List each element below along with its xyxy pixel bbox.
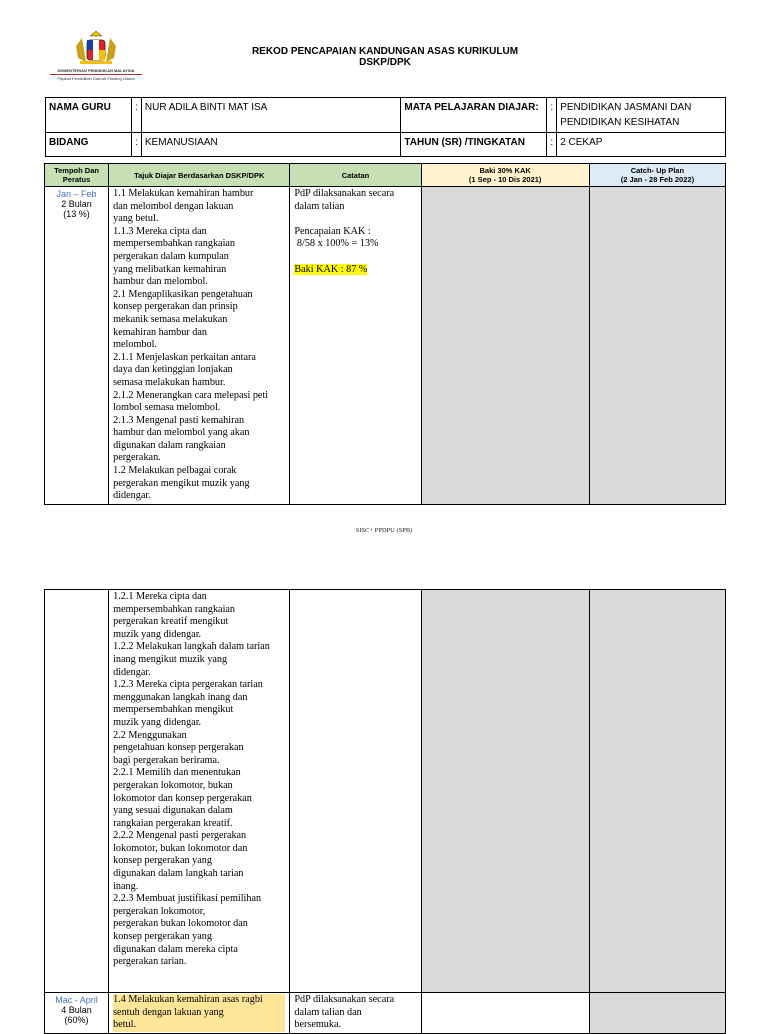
content-line: yang melibatkan kemahiran <box>113 263 227 275</box>
row1-catatan <box>290 187 421 505</box>
content-line: yang sesuai digunakan dalam <box>113 805 233 817</box>
row1-duration: 2 Bulan <box>61 199 92 209</box>
page2-tempoh-cell <box>45 590 109 993</box>
document-title <box>190 46 580 68</box>
content-line: 1.1.3 Mereka cipta dan <box>113 225 207 237</box>
content-line: 2.2 Menggunakan <box>113 729 187 741</box>
bidang-label: BIDANG <box>46 133 132 157</box>
content-line: lokomotor dan konsep pergerakan <box>113 792 252 804</box>
tahun-label: TAHUN (SR) /TINGKATAN <box>401 133 547 157</box>
row2-content <box>109 993 290 1034</box>
header-tempoh-line2: Peratus <box>62 175 91 184</box>
row2-tempoh <box>45 993 109 1034</box>
row2-catatan <box>290 993 421 1034</box>
page2-catchup-cell <box>589 590 725 993</box>
row2-period: Mac - April <box>55 995 98 1005</box>
content-line: 2.1.1 Menjelaskan perkaitan antara <box>113 351 256 363</box>
content-line: pengetahuan konsep pergerakan <box>113 742 244 754</box>
content-line: 1.2.3 Mereka cipta pergerakan tarian <box>113 679 263 691</box>
row1-tempoh <box>45 187 109 505</box>
content-line: 2.1.2 Menerangkan cara melepasi peti <box>113 389 269 401</box>
content-line: digunakan dalam rangkaian <box>113 439 226 451</box>
content-line: 2.1.3 Mengenal pasti kemahiran <box>113 414 245 426</box>
content-line: daya dan ketinggian lonjakan <box>113 364 233 376</box>
content-line: 1.2 Melakukan pelbagai corak <box>113 465 237 477</box>
content-line: dan melombol dengan lakuan <box>113 200 234 212</box>
content-line: mempersembahkan mengikut <box>113 704 234 716</box>
content-line: mempersembahkan rangkaian <box>113 238 236 250</box>
content-line: menggunakan langkah inang dan <box>113 691 248 703</box>
header-catatan: Catatan <box>290 164 421 187</box>
content-line: hambur dan melombol. <box>113 276 208 288</box>
colon: : <box>131 133 141 157</box>
content-line: didengar. <box>113 666 151 678</box>
content-line: digunakan dalam langkah tarian <box>113 868 244 880</box>
catatan-line: bersemuka. <box>294 1019 342 1031</box>
row1-baki-cell <box>421 187 589 505</box>
row2-catchup-cell <box>589 993 725 1034</box>
row1-content <box>109 187 290 505</box>
nama-guru-label: NAMA GURU <box>46 98 132 133</box>
header-tajuk: Tajuk Diajar Berdasarkan DSKP/DPK <box>109 164 290 187</box>
content-line: pergerakan. <box>113 452 161 464</box>
header-baki <box>421 164 589 187</box>
content-line: mempersembahkan rangkaian <box>113 603 236 615</box>
teacher-info-table <box>45 97 726 157</box>
page2-catatan-cell <box>290 590 421 993</box>
page-footer: SISC+ PPDPU (SPB) <box>355 527 413 534</box>
header-catchup-line1: Catch- Up Plan <box>630 166 685 175</box>
row2-highlight <box>113 994 285 1032</box>
content-line: kemahiran hambur dan <box>113 326 208 338</box>
content-line: bagi pergerakan berirama. <box>113 754 220 766</box>
content-line: 2.2.1 Memilih dan menentukan <box>113 767 241 779</box>
content-line: pergerakan dalam kumpulan <box>113 250 229 262</box>
header-tempoh <box>45 164 109 187</box>
header-baki-line1: Baki 30% KAK <box>479 166 531 175</box>
content-line: konsep pergerakan yang <box>113 855 212 867</box>
curriculum-table-continued <box>44 589 726 1034</box>
page2-baki-cell <box>421 590 589 993</box>
tahun-value: 2 CEKAP <box>557 133 726 157</box>
content-line: 2.2.2 Mengenal pasti pergerakan <box>113 830 247 842</box>
colon: : <box>547 98 557 133</box>
content-line: pergerakan mengikut muzik yang <box>113 477 250 489</box>
header-catchup-line2: (2 Jan - 28 Feb 2022) <box>620 175 695 184</box>
mata-pelajaran-label: MATA PELAJARAN DIAJAR: <box>401 98 547 133</box>
content-line: 1.2.2 Melakukan langkah dalam tarian <box>113 641 270 653</box>
catatan-line1: PdP dilaksanakan secara <box>294 188 395 199</box>
content-line: pergerakan kreatif mengikut <box>113 616 229 628</box>
row2-percent: (60%) <box>64 1015 89 1025</box>
colon: : <box>131 98 141 133</box>
catatan-line: dalam talian dan <box>294 1006 362 1018</box>
row2-duration: 4 Bulan <box>61 1005 92 1015</box>
content-line: konsep pergerakan dan prinsip <box>113 301 238 313</box>
content-line: melombol. <box>113 339 157 351</box>
content-line: muzik yang didengar. <box>113 628 202 640</box>
content-line: 1.1 Melakukan kemahiran hambur <box>113 188 254 199</box>
header-catchup <box>589 164 725 187</box>
title-line2: DSKP/DPK <box>359 57 411 68</box>
mata-pelajaran-line1: PENDIDIKAN JASMANI DAN <box>560 102 692 113</box>
content-line: pergerakan tarian. <box>113 956 187 968</box>
content-line: 1.4 Melakukan kemahiran asas ragbi <box>113 994 263 1005</box>
mata-pelajaran-line2: PENDIDIKAN KESIHATAN <box>560 117 680 128</box>
content-line: lokomotor, bukan lokomotor dan <box>113 842 248 854</box>
content-line: rangkaian pergerakan kreatif. <box>113 817 233 829</box>
page2-content <box>109 590 290 993</box>
title-line1: REKOD PENCAPAIAN KANDUNGAN ASAS KURIKULUM <box>251 46 519 57</box>
content-line: 1.2.1 Mereka cipta dan <box>113 591 207 602</box>
content-line: digunakan dalam mereka cipta <box>113 943 238 955</box>
content-line: inang mengikut muzik yang <box>113 653 228 665</box>
row1-catchup-cell <box>589 187 725 505</box>
catatan-line: PdP dilaksanakan secara <box>294 994 395 1005</box>
colon: : <box>547 133 557 157</box>
content-line: inang. <box>113 880 139 892</box>
content-line: pergerakan bukan lokomotor dan <box>113 918 248 930</box>
row1-period: Jan – Feb <box>56 189 97 199</box>
bidang-value: KEMANUSIAAN <box>141 133 401 157</box>
content-line: betul. <box>113 1019 137 1031</box>
content-line: pergerakan lokomotor, bukan <box>113 779 233 791</box>
content-line: mekanik semasa melakukan <box>113 313 228 325</box>
nama-guru-value: NUR ADILA BINTI MAT ISA <box>141 98 401 133</box>
curriculum-table <box>44 163 726 505</box>
logo-caption <box>46 68 146 81</box>
baki-kak: Baki KAK : 87 % <box>294 263 368 275</box>
content-line: didengar. <box>113 490 151 502</box>
district-name: Pejabat Pendidikan Daerah Petaling Utama <box>57 76 135 81</box>
content-line: hambur dan melombol yang akan <box>113 427 250 439</box>
content-line: semasa melakukan hambur. <box>113 376 226 388</box>
catatan-line2: dalam talian <box>294 200 345 212</box>
pencapaian-calc: 8/58 x 100% = 13% <box>294 238 379 250</box>
header-baki-line2: (1 Sep - 10 Dis 2021) <box>468 175 542 184</box>
mata-pelajaran-value <box>557 98 726 133</box>
row1-percent: (13 %) <box>63 209 90 219</box>
content-line: sentuh dengan lakuan yang <box>113 1006 224 1018</box>
content-line: muzik yang didengar. <box>113 716 202 728</box>
content-line: 2.1 Mengaplikasikan pengetahuan <box>113 288 253 300</box>
pencapaian-label: Pencapaian KAK : <box>294 225 371 237</box>
content-line: yang betul. <box>113 213 159 225</box>
content-line: 2.2.3 Membuat justifikasi pemilihan <box>113 893 262 905</box>
content-line: lombol semasa melombol. <box>113 402 221 414</box>
content-line: pergerakan lokomotor, <box>113 905 206 917</box>
row2-baki-cell <box>421 993 589 1034</box>
content-line: konsep pergerakan yang <box>113 931 212 943</box>
ministry-name: KEMENTERIAN PENDIDIKAN MALAYSIA <box>57 68 135 73</box>
header-tempoh-line1: Tempoh Dan <box>54 166 99 175</box>
